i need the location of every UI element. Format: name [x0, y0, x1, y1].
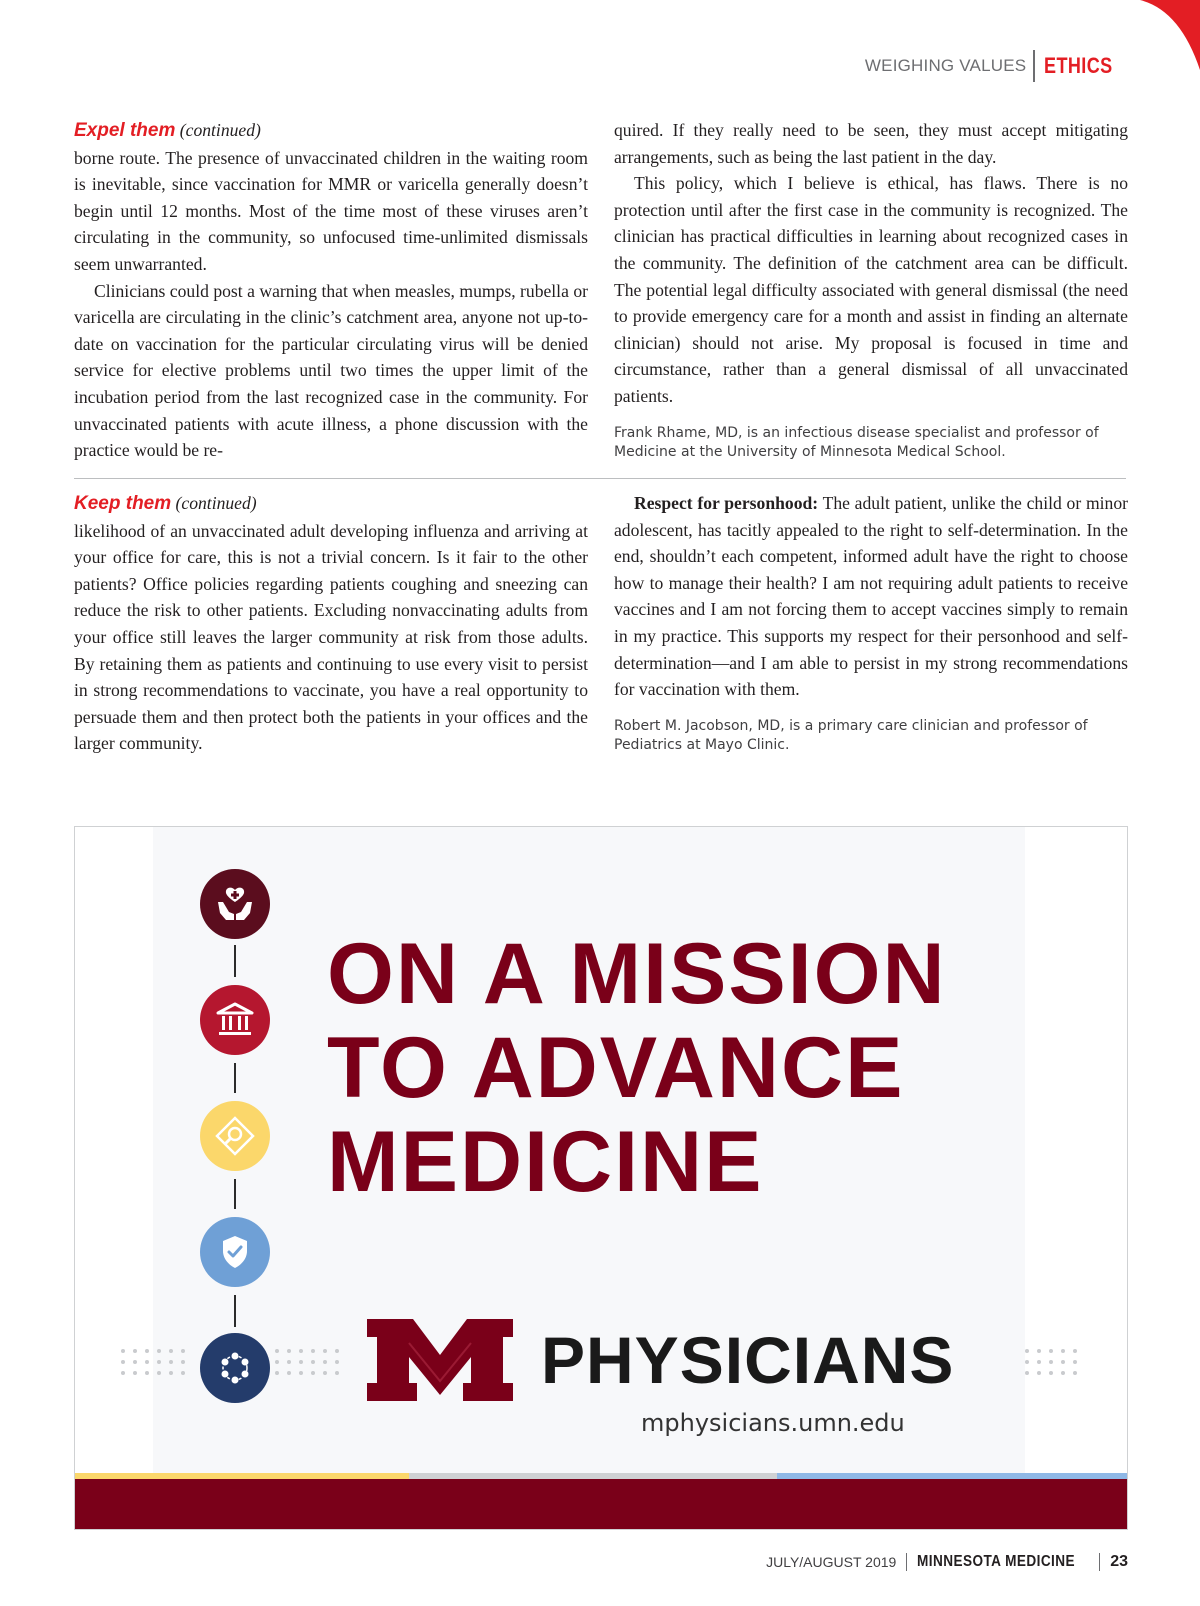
- keep-right-column: [614, 490, 1128, 755]
- hands-heart-icon: [200, 869, 270, 939]
- expel-paragraph-3: quired. If they really need to be seen, they must accept mitigating arrangements, such as being the last patient in the day.: [614, 120, 1128, 167]
- department-name: ETHICS: [1044, 53, 1113, 78]
- keep-heading-title: Keep them: [74, 493, 172, 514]
- ad-headline-line: ON A MISSION: [327, 926, 947, 1022]
- expel-paragraph-4: This policy, which I believe is ethical, has flaws. There is no protection until after the first case in the community is recognized. The clinician has practical difficulties in learning about recognized cases in the community. The definition of the catchment area can be difficult. The potential legal difficulty associated with general dismissal (the need to provide emergency care for a month and assist in finding an alternate clinician) should not arise. My proposal is focused in time and circumstance, rather than a general dismissal of all unvaccinated patients.: [614, 173, 1128, 406]
- section-divider: [74, 478, 1126, 479]
- issue-date: JULY/AUGUST 2019: [766, 1554, 897, 1570]
- keep-paragraph-2: [614, 490, 1128, 703]
- keep-lead-in: Respect for personhood:: [634, 493, 819, 513]
- icon-connector: [234, 945, 236, 977]
- keep-heading-continued: (continued): [175, 493, 257, 513]
- keep-heading: [74, 490, 588, 518]
- ad-headline-line: MEDICINE: [327, 1114, 764, 1210]
- keep-author-bio: Robert M. Jacobson, MD, is a primary care clinician and professor of Pediatrics at Mayo Clinic.: [614, 717, 1088, 753]
- ad-headline-line: TO ADVANCE: [327, 1020, 905, 1116]
- institution-icon: [200, 985, 270, 1055]
- page-footer: [766, 1553, 1128, 1571]
- brand-lockup: [365, 1317, 954, 1403]
- block-m-logo: [365, 1317, 515, 1403]
- network-circle-icon: [200, 1333, 270, 1403]
- expel-heading-title: Expel them: [74, 120, 176, 141]
- expel-right-column: [614, 117, 1128, 462]
- running-header: [865, 48, 1128, 84]
- shield-check-icon: [200, 1217, 270, 1287]
- expel-heading-continued: (continued): [179, 120, 261, 140]
- expel-author-bio: Frank Rhame, MD, is an infectious disease specialist and professor of Medicine at the University of Minnesota Medical School.: [614, 424, 1099, 460]
- dot-grid-decoration: [119, 1347, 191, 1377]
- magnifier-diamond-icon: [200, 1101, 270, 1171]
- header-divider: [1033, 50, 1035, 82]
- expel-paragraph-1: borne route. The presence of unvaccinated children in the waiting room is inevitable, since vaccination for MMR or varicella generally doesn’t begin until 12 months. Most of the time most of these viruses aren’t circulating in the community, so unfocused time-unlimited dismissals seem unwarranted.: [74, 147, 588, 274]
- footer-divider: [1099, 1553, 1100, 1571]
- section-name: WEIGHING VALUES: [864, 56, 1027, 75]
- ad-bottom-bar: [75, 1479, 1127, 1529]
- icon-connector: [234, 1295, 236, 1327]
- dot-grid-decoration: [273, 1347, 345, 1377]
- keep-paragraph-1: likelihood of an unvaccinated adult developing influenza and arriving at your office for care, this is not a trivial concern. Is it fair to the other patients? Office policies regarding patients coughing and sneezing can reduce the risk to other patients. Excluding nonvaccinating adults from your office still leaves the larger community at risk from those adults. By retaining them as patients and continuing to use every visit to persist in strong recommendations to vaccinate, you have a real opportunity to persuade them and then protect both the patients in your offices and the larger community.: [74, 520, 588, 754]
- icon-connector: [234, 1063, 236, 1093]
- expel-paragraph-2: Clinicians could post a warning that when measles, mumps, rubella or varicella are circulating in the clinic’s catchment area, anyone not up-to-date on vaccination for the particular circulating virus will be denied service for elective problems until two times the upper limit of the incubation period from the last recognized case in the community. For unvaccinated patients with acute illness, a phone discussion with the practice would be re-: [74, 280, 588, 461]
- advertisement: [74, 826, 1128, 1530]
- ad-headline: [327, 927, 947, 1209]
- icon-connector: [234, 1179, 236, 1209]
- ad-url[interactable]: mphysicians.umn.edu: [641, 1409, 905, 1437]
- keep-paragraph-2-text: The adult patient, unlike the child or minor adolescent, has tacitly appealed to the right to self-determination. In the end, shouldn’t each competent, informed adult have the right to choose how to manage their health? I am not requiring adult patients to receive vaccines and I am not forcing them to accept vaccines simply to remain in my practice. This supports my respect for their personhood and self-determination—and I am able to persist in my strong recommendations for vaccination with them.: [614, 493, 1128, 700]
- dot-grid-decoration: [1023, 1347, 1083, 1377]
- magazine-name: MINNESOTA MEDICINE: [917, 1553, 1076, 1570]
- footer-divider: [906, 1553, 907, 1571]
- expel-left-column: [74, 117, 588, 464]
- brand-name: PHYSICIANS: [541, 1323, 955, 1397]
- page-number: 23: [1110, 1553, 1128, 1570]
- keep-left-column: [74, 490, 588, 757]
- expel-heading: [74, 117, 588, 145]
